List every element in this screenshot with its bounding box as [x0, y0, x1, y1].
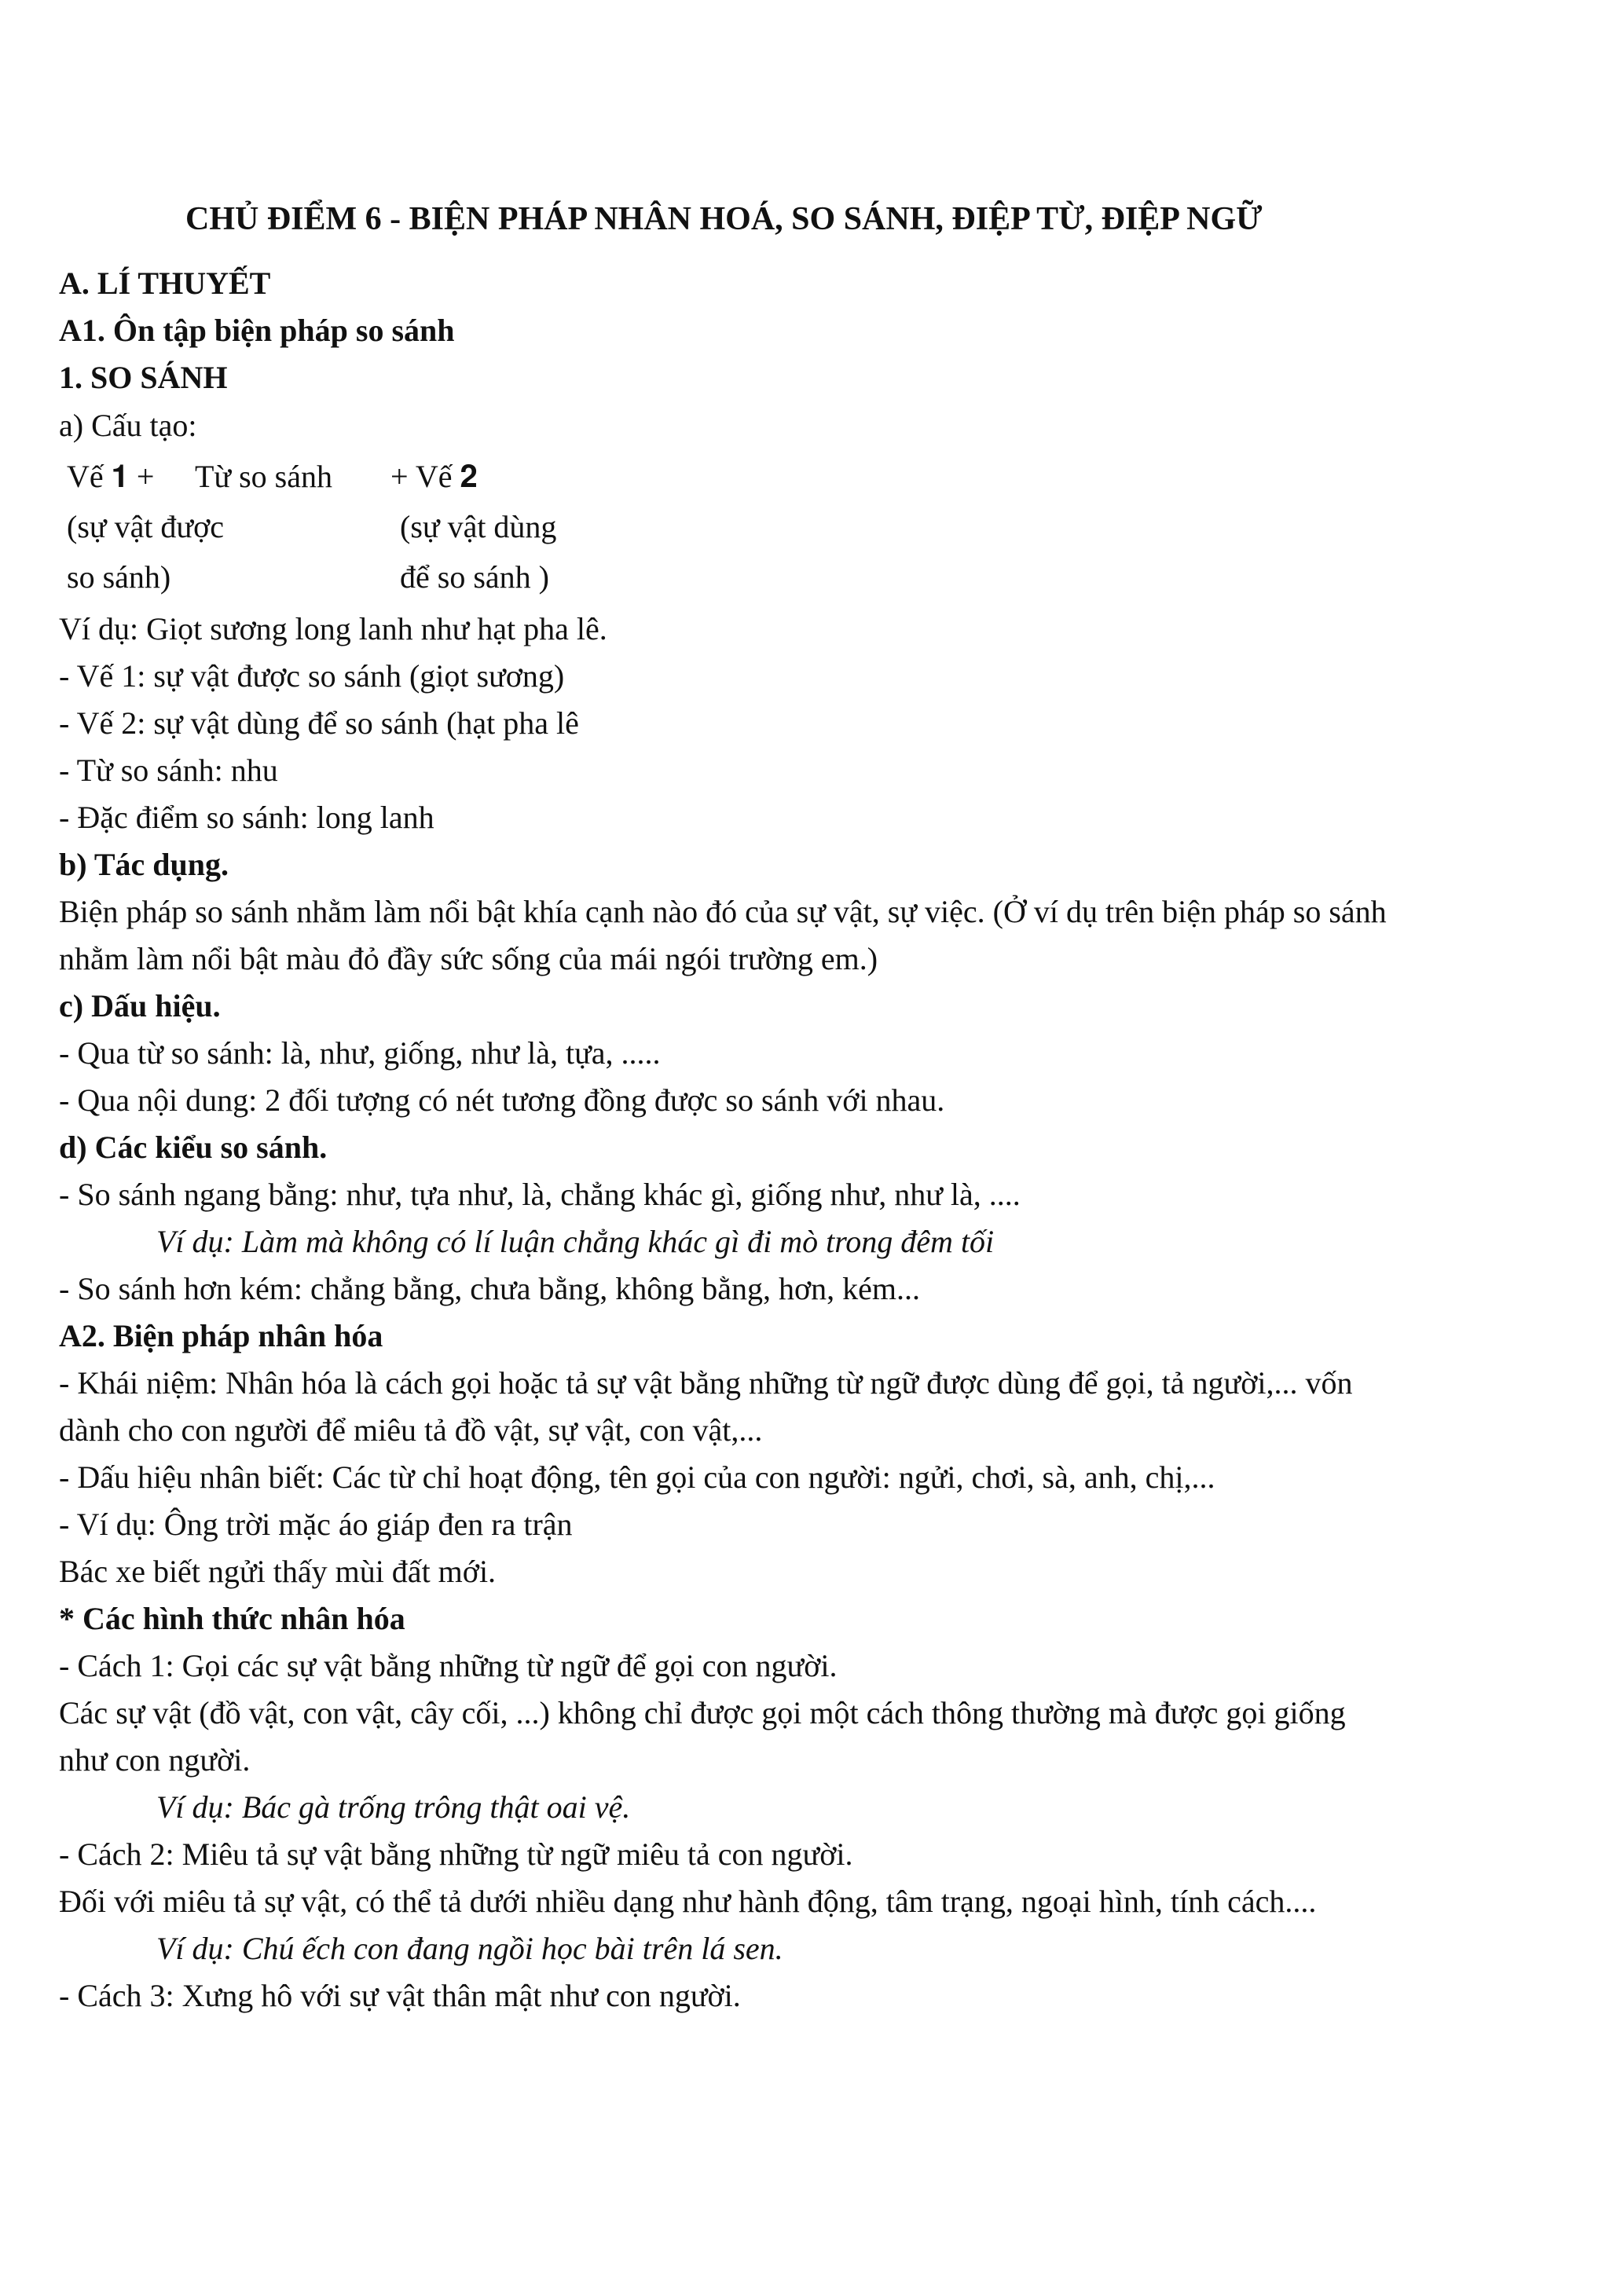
heading-a1: A1. Ôn tập biện pháp so sánh: [59, 313, 455, 348]
structure-comparison-word: Từ so sánh: [195, 459, 332, 494]
structure-part1: Vế 𝟏 +: [67, 459, 155, 494]
example-item: - Từ so sánh: nhu: [59, 753, 278, 788]
effect-text: Biện pháp so sánh nhằm làm nổi bật khía cạnh nào đó của sự vật, sự việc. (Ở ví dụ trên biện pháp so sánh: [59, 894, 1387, 929]
example-item: - Vế 1: sự vật được so sánh (giọt sương): [59, 658, 565, 694]
way-3: - Cách 3: Xưng hô với sự vật thân mật như con người.: [59, 1978, 741, 2013]
signs-text: - Dấu hiệu nhân biết: Các từ chỉ hoạt động, tên gọi của con người: ngửi, chơi, sà, anh, chị,...: [59, 1459, 1215, 1495]
effect-text: nhằm làm nổi bật màu đỏ đầy sức sống của mái ngói trường em.): [59, 941, 878, 976]
structure-desc2-line2: để so sánh ): [400, 559, 549, 595]
structure-desc2-line1: (sự vật dùng: [400, 509, 557, 544]
way-2-example: Ví dụ: Chú ếch con đang ngồi học bài trên lá sen.: [156, 1931, 783, 1966]
section-heading-theory: A. LÍ THUYẾT: [59, 265, 271, 301]
way-1-desc: Các sự vật (đồ vật, con vật, cây cối, ...) không chỉ được gọi một cách thông thường mà được gọi giống: [59, 1695, 1346, 1730]
example-item: - Đặc điểm so sánh: long lanh: [59, 800, 434, 835]
structure-part2: + Vế 𝟐: [390, 459, 478, 494]
heading-comparison-types: d) Các kiểu so sánh.: [59, 1130, 328, 1165]
heading-a2: A2. Biện pháp nhân hóa: [59, 1318, 383, 1353]
way-2-desc: Đối với miêu tả sự vật, có thể tả dưới nhiều dạng như hành động, tâm trạng, ngoại hình, tính cách....: [59, 1884, 1317, 1919]
way-1-desc: như con người.: [59, 1742, 251, 1778]
heading-signs: c) Dấu hiệu.: [59, 988, 221, 1023]
signs-item: - Qua từ so sánh: là, như, giống, như là, tựa, .....: [59, 1035, 661, 1071]
structure-label: a) Cấu tạo:: [59, 408, 197, 443]
type-unequal: - So sánh hơn kém: chẳng bằng, chưa bằng, không bằng, hơn, kém...: [59, 1271, 920, 1306]
structure-desc1-line1: (sự vật được: [67, 509, 225, 544]
example-item: - Vế 2: sự vật dùng để so sánh (hạt pha lê: [59, 705, 579, 741]
concept-text: dành cho con người để miêu tả đồ vật, sự vật, con vật,...: [59, 1412, 763, 1448]
concept-text: - Khái niệm: Nhân hóa là cách gọi hoặc tả sự vật bằng những từ ngữ được dùng để gọi, tả người,... vốn: [59, 1365, 1353, 1401]
heading-effect: b) Tác dụng.: [59, 847, 229, 882]
page-title: CHỦ ĐIỂM 6 - BIỆN PHÁP NHÂN HOÁ, SO SÁNH, ĐIỆP TỪ, ĐIỆP NGỮ: [185, 201, 1263, 237]
structure-desc1-line2: so sánh): [67, 559, 171, 595]
personification-example: - Ví dụ: Ông trời mặc áo giáp đen ra trận: [59, 1507, 573, 1542]
type-equal: - So sánh ngang bằng: như, tựa như, là, chẳng khác gì, giống như, như là, ....: [59, 1177, 1021, 1212]
type-equal-example: Ví dụ: Làm mà không có lí luận chẳng khác gì đi mò trong đêm tối: [156, 1224, 995, 1259]
way-1-example: Ví dụ: Bác gà trống trông thật oai vệ.: [156, 1789, 631, 1825]
heading-so-sanh: 1. SO SÁNH: [59, 360, 228, 395]
heading-forms: * Các hình thức nhân hóa: [59, 1601, 405, 1636]
personification-example: Bác xe biết ngửi thấy mùi đất mới.: [59, 1554, 497, 1589]
way-2: - Cách 2: Miêu tả sự vật bằng những từ ngữ miêu tả con người.: [59, 1836, 853, 1872]
signs-item: - Qua nội dung: 2 đối tượng có nét tương đồng được so sánh với nhau.: [59, 1082, 945, 1118]
way-1: - Cách 1: Gọi các sự vật bằng những từ ngữ để gọi con người.: [59, 1648, 838, 1683]
example-sentence: Ví dụ: Giọt sương long lanh như hạt pha lê.: [59, 611, 607, 646]
